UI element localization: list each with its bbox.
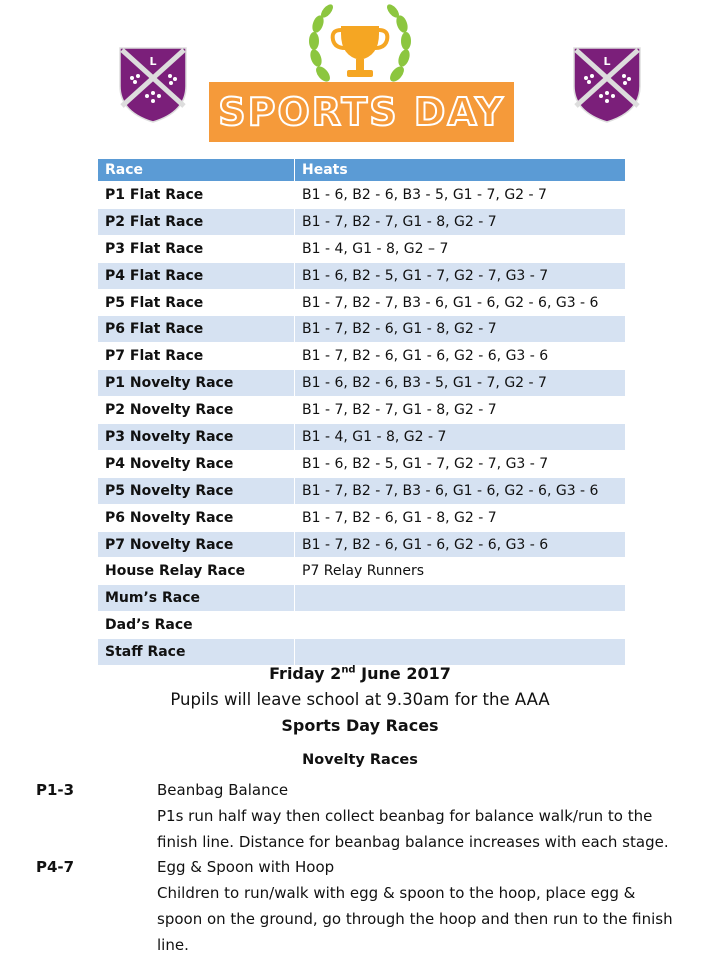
table-row bbox=[98, 424, 626, 451]
race-name: Mum’s Race bbox=[98, 585, 295, 612]
race-heats bbox=[295, 639, 626, 666]
table-row bbox=[98, 612, 626, 639]
race-heats: B1 - 7, B2 - 7, B3 - 6, G1 - 6, G2 - 6, G3 - 6 bbox=[295, 289, 626, 316]
race-heats: B1 - 7, B2 - 7, G1 - 8, G2 - 7 bbox=[295, 397, 626, 424]
race-name: P7 Flat Race bbox=[98, 343, 295, 370]
novelty-desc-line: P1s run half way then collect beanbag for balance walk/run to the bbox=[157, 807, 653, 825]
novelty-desc-line: finish line. Distance for beanbag balance increases with each stage. bbox=[157, 833, 669, 851]
race-heats bbox=[295, 612, 626, 639]
race-heats: B1 - 7, B2 - 6, G1 - 8, G2 - 7 bbox=[295, 316, 626, 343]
column-header-heats: Heats bbox=[295, 159, 626, 182]
event-date bbox=[0, 664, 720, 683]
stage-label-p4-7: P4-7 bbox=[36, 858, 75, 876]
race-heats: B1 - 7, B2 - 6, G1 - 6, G2 - 6, G3 - 6 bbox=[295, 343, 626, 370]
table-row bbox=[98, 397, 626, 424]
table-row bbox=[98, 558, 626, 585]
race-heats bbox=[295, 585, 626, 612]
race-heats: B1 - 4, G1 - 8, G2 – 7 bbox=[295, 235, 626, 262]
novelty-desc-line: line. bbox=[157, 936, 189, 954]
crest-letter-left: L bbox=[149, 55, 157, 68]
race-name: P3 Flat Race bbox=[98, 235, 295, 262]
race-name: P7 Novelty Race bbox=[98, 531, 295, 558]
race-name: P2 Novelty Race bbox=[98, 397, 295, 424]
novelty-title-p1-3: Beanbag Balance bbox=[157, 781, 289, 799]
date-ordinal: nd bbox=[341, 664, 356, 676]
table-row bbox=[98, 450, 626, 477]
race-name: P6 Novelty Race bbox=[98, 504, 295, 531]
race-heats: P7 Relay Runners bbox=[295, 558, 626, 585]
race-heats: B1 - 7, B2 - 7, B3 - 6, G1 - 6, G2 - 6, G3 - 6 bbox=[295, 477, 626, 504]
table-row bbox=[98, 370, 626, 397]
race-name: P6 Flat Race bbox=[98, 316, 295, 343]
leave-note: Pupils will leave school at 9.30am for the AAA bbox=[170, 690, 550, 709]
race-name: P1 Novelty Race bbox=[98, 370, 295, 397]
race-name: Dad’s Race bbox=[98, 612, 295, 639]
race-heats: B1 - 4, G1 - 8, G2 - 7 bbox=[295, 424, 626, 451]
school-crest-right bbox=[572, 46, 642, 124]
race-heats: B1 - 6, B2 - 5, G1 - 7, G2 - 7, G3 - 7 bbox=[295, 262, 626, 289]
novelty-heading: Novelty Races bbox=[302, 752, 418, 768]
sports-day-banner bbox=[209, 82, 514, 142]
race-heats: B1 - 6, B2 - 6, B3 - 5, G1 - 7, G2 - 7 bbox=[295, 370, 626, 397]
race-name: P3 Novelty Race bbox=[98, 424, 295, 451]
table-row bbox=[98, 182, 626, 209]
date-prefix: Friday 2 bbox=[269, 664, 342, 683]
table-row bbox=[98, 316, 626, 343]
crest-letter-right: L bbox=[603, 55, 611, 68]
race-name: P1 Flat Race bbox=[98, 182, 295, 209]
table-row bbox=[98, 289, 626, 316]
race-name: P4 Flat Race bbox=[98, 262, 295, 289]
race-name: House Relay Race bbox=[98, 558, 295, 585]
section-subtitle: Sports Day Races bbox=[281, 716, 439, 735]
date-suffix: June 2017 bbox=[355, 664, 451, 683]
race-name: P2 Flat Race bbox=[98, 208, 295, 235]
race-heats: B1 - 7, B2 - 6, G1 - 6, G2 - 6, G3 - 6 bbox=[295, 531, 626, 558]
race-heats: B1 - 6, B2 - 5, G1 - 7, G2 - 7, G3 - 7 bbox=[295, 450, 626, 477]
races-table bbox=[97, 158, 626, 666]
race-name: P5 Novelty Race bbox=[98, 477, 295, 504]
table-row bbox=[98, 343, 626, 370]
table-row bbox=[98, 639, 626, 666]
race-name: P5 Flat Race bbox=[98, 289, 295, 316]
race-name: Staff Race bbox=[98, 639, 295, 666]
table-row bbox=[98, 477, 626, 504]
novelty-title-p4-7: Egg & Spoon with Hoop bbox=[157, 858, 335, 876]
novelty-desc-line: spoon on the ground, go through the hoop and then run to the finish bbox=[157, 910, 673, 928]
table-row bbox=[98, 262, 626, 289]
trophy-wreath-icon bbox=[305, 4, 415, 90]
table-row bbox=[98, 504, 626, 531]
banner-title: SPORTS DAY bbox=[218, 90, 505, 134]
race-heats: B1 - 7, B2 - 7, G1 - 8, G2 - 7 bbox=[295, 208, 626, 235]
table-header-row bbox=[98, 159, 626, 182]
race-heats: B1 - 6, B2 - 6, B3 - 5, G1 - 7, G2 - 7 bbox=[295, 182, 626, 209]
table-row bbox=[98, 208, 626, 235]
table-row bbox=[98, 235, 626, 262]
table-row bbox=[98, 585, 626, 612]
stage-label-p1-3: P1-3 bbox=[36, 781, 75, 799]
table-row bbox=[98, 531, 626, 558]
race-heats: B1 - 7, B2 - 6, G1 - 8, G2 - 7 bbox=[295, 504, 626, 531]
school-crest-left bbox=[118, 46, 188, 124]
column-header-race: Race bbox=[98, 159, 295, 182]
novelty-desc-line: Children to run/walk with egg & spoon to the hoop, place egg & bbox=[157, 884, 636, 902]
race-name: P4 Novelty Race bbox=[98, 450, 295, 477]
